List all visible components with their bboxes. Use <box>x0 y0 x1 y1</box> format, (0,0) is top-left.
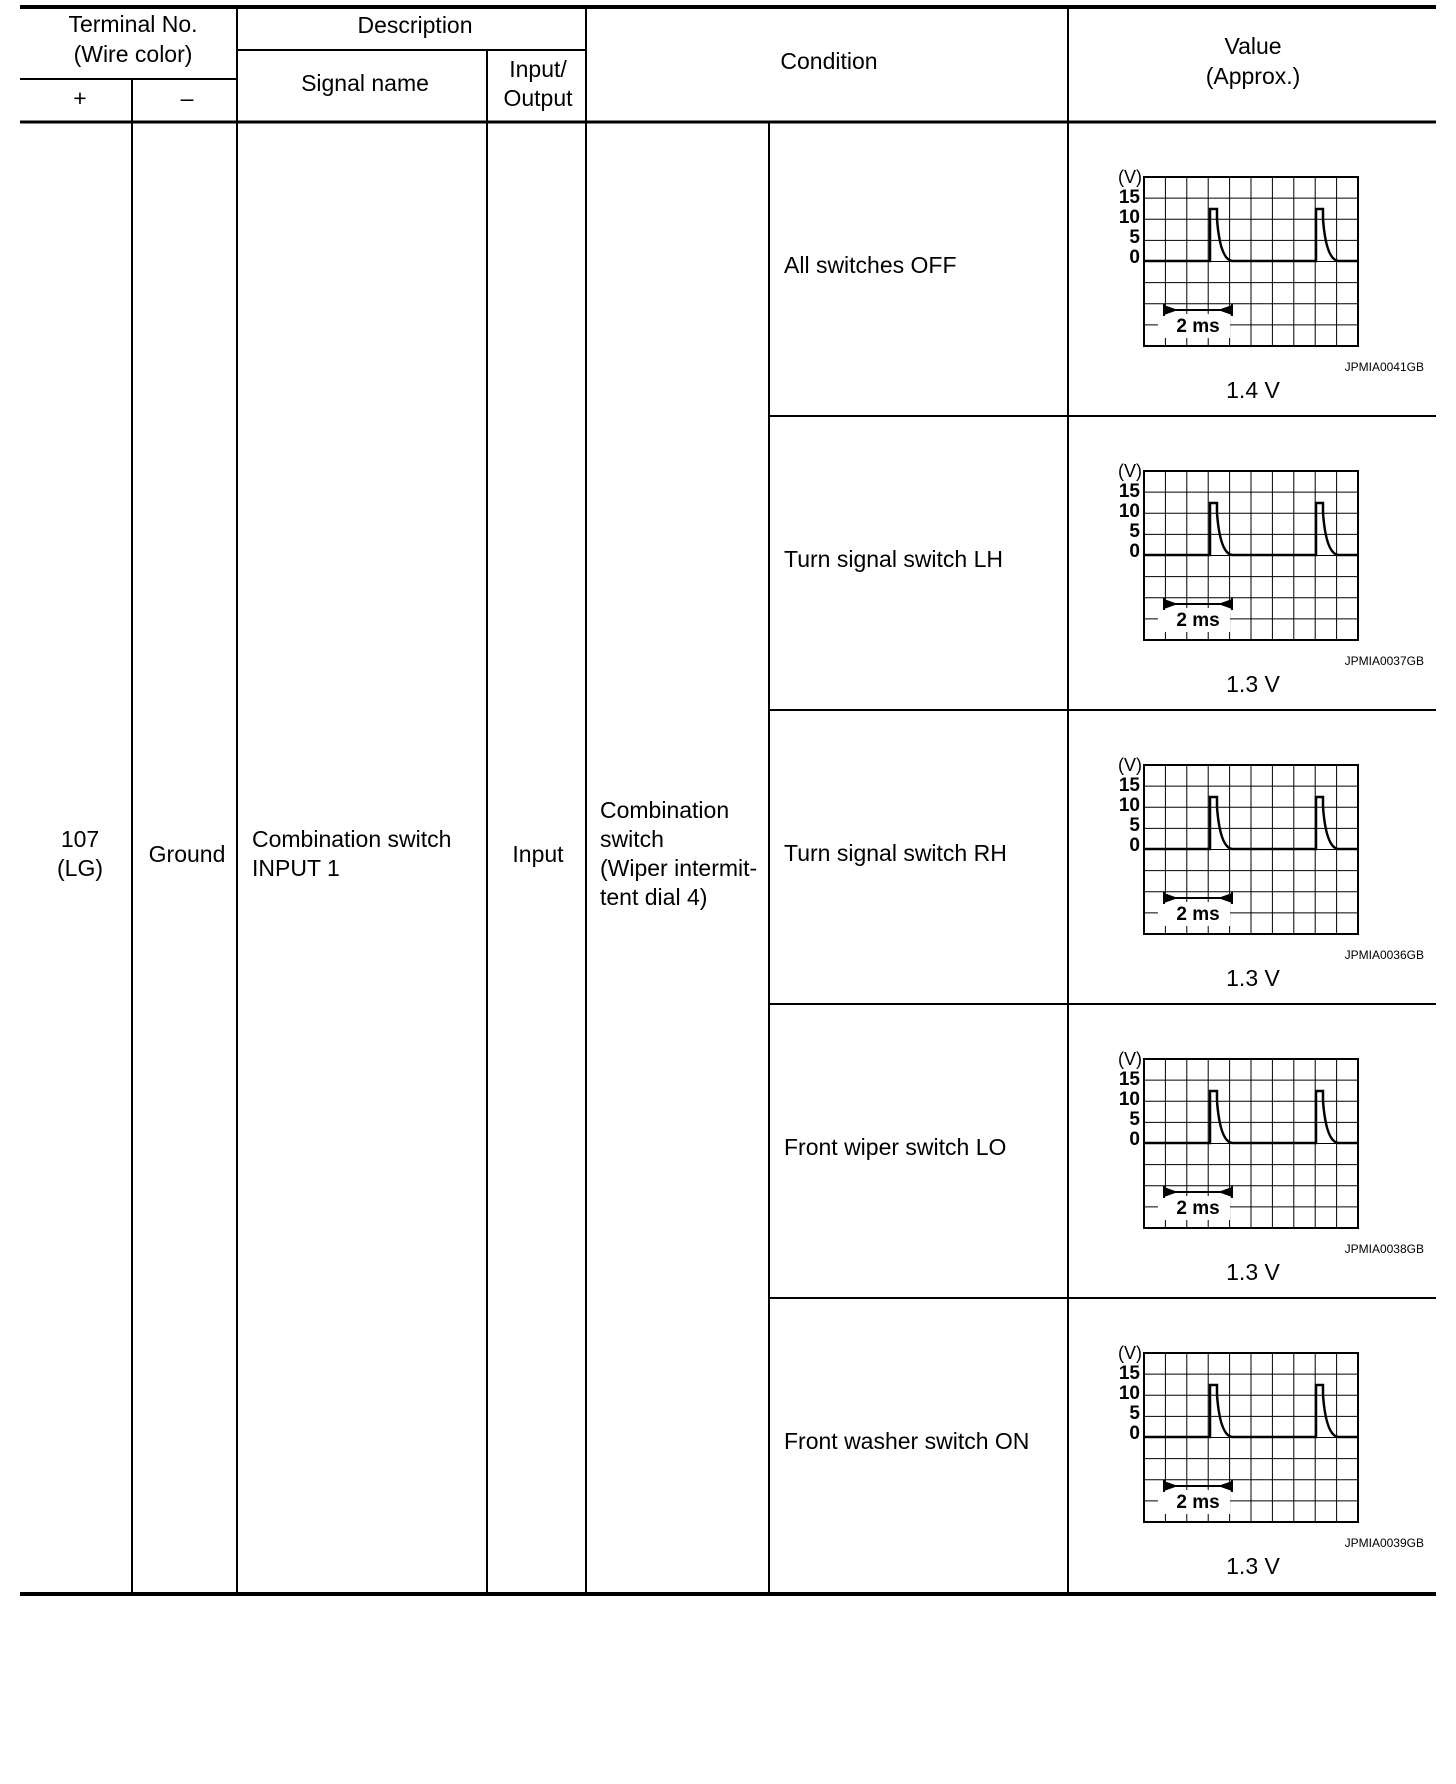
condition-line3: (Wiper intermit- <box>600 855 758 881</box>
axis-tick-label: 5 <box>1129 521 1140 542</box>
approx-value: 1.3 V <box>1226 671 1280 697</box>
sub-condition: Front washer switch ON <box>784 1428 1030 1454</box>
condition-line4: tent dial 4) <box>600 884 708 910</box>
axis-tick-label: 5 <box>1129 1109 1140 1130</box>
approx-value: 1.3 V <box>1226 965 1280 991</box>
time-scale-label: 2 ms <box>1176 1198 1220 1219</box>
waveform-plot <box>1118 167 1358 346</box>
axis-tick-label: 10 <box>1118 1089 1140 1110</box>
sub-row <box>784 1343 1424 1579</box>
header-approx: (Approx.) <box>1205 63 1301 89</box>
figure-code: JPMIA0036GB <box>1344 948 1424 962</box>
approx-value: 1.3 V <box>1226 1259 1280 1285</box>
approx-value: 1.3 V <box>1226 1553 1280 1579</box>
approx-value: 1.4 V <box>1226 377 1280 403</box>
waveform-plot <box>1118 755 1358 934</box>
axis-tick-label: 0 <box>1129 541 1140 562</box>
axis-tick-label: 15 <box>1118 775 1140 796</box>
axis-tick-label: 15 <box>1118 1069 1140 1090</box>
sub-row <box>784 755 1424 991</box>
axis-tick-label: 5 <box>1129 1403 1140 1424</box>
sub-row <box>784 461 1424 697</box>
time-scale-label: 2 ms <box>1176 316 1220 337</box>
time-scale-label: 2 ms <box>1176 904 1220 925</box>
sub-rows <box>784 167 1424 1579</box>
waveform-plot <box>1118 1343 1358 1522</box>
terminal-number: 107 <box>60 826 100 852</box>
axis-tick-label: 0 <box>1129 1129 1140 1150</box>
time-scale-label: 2 ms <box>1176 1492 1220 1513</box>
sub-condition: Front wiper switch LO <box>784 1134 1007 1160</box>
axis-tick-label: 15 <box>1118 187 1140 208</box>
axis-unit-label: (V) <box>1118 1343 1142 1363</box>
axis-tick-label: 10 <box>1118 207 1140 228</box>
ground-terminal: Ground <box>148 841 226 867</box>
header-condition: Condition <box>780 48 878 74</box>
header-value: Value <box>1224 33 1282 59</box>
waveform-plot <box>1118 461 1358 640</box>
figure-code: JPMIA0037GB <box>1344 654 1424 668</box>
condition-line2: switch <box>600 826 664 852</box>
axis-unit-label: (V) <box>1118 461 1142 481</box>
header-plus: + <box>73 85 87 111</box>
waveform-plot <box>1118 1049 1358 1228</box>
header-input: Input/ <box>509 56 567 82</box>
sub-row <box>784 167 1424 403</box>
axis-tick-label: 15 <box>1118 1363 1140 1384</box>
sub-condition: All switches OFF <box>784 252 957 278</box>
axis-tick-label: 0 <box>1129 835 1140 856</box>
header-terminal-no: Terminal No. <box>68 11 198 37</box>
axis-unit-label: (V) <box>1118 1049 1142 1069</box>
signal-name-line1: Combination switch <box>252 826 452 852</box>
terminal-wire-color: (LG) <box>57 855 103 881</box>
condition-line1: Combination <box>600 797 730 823</box>
axis-tick-label: 0 <box>1129 247 1140 268</box>
axis-tick-label: 10 <box>1118 501 1140 522</box>
axis-tick-label: 5 <box>1129 227 1140 248</box>
header-signal-name: Signal name <box>301 70 429 96</box>
axis-tick-label: 15 <box>1118 481 1140 502</box>
sub-condition: Turn signal switch RH <box>784 840 1007 866</box>
io-type: Input <box>512 841 564 867</box>
figure-code: JPMIA0038GB <box>1344 1242 1424 1256</box>
header-description: Description <box>357 12 473 38</box>
header-minus: – <box>180 85 194 111</box>
axis-tick-label: 5 <box>1129 815 1140 836</box>
axis-unit-label: (V) <box>1118 755 1142 775</box>
signal-name-line2: INPUT 1 <box>252 855 340 881</box>
time-scale-label: 2 ms <box>1176 610 1220 631</box>
axis-tick-label: 0 <box>1129 1423 1140 1444</box>
figure-code: JPMIA0041GB <box>1344 360 1424 374</box>
sub-row <box>784 1049 1424 1285</box>
header-wire-color: (Wire color) <box>73 41 193 67</box>
axis-tick-label: 10 <box>1118 795 1140 816</box>
axis-unit-label: (V) <box>1118 167 1142 187</box>
figure-code: JPMIA0039GB <box>1344 1536 1424 1550</box>
sub-condition: Turn signal switch LH <box>784 546 1004 572</box>
header-output: Output <box>503 85 573 111</box>
axis-tick-label: 10 <box>1118 1383 1140 1404</box>
